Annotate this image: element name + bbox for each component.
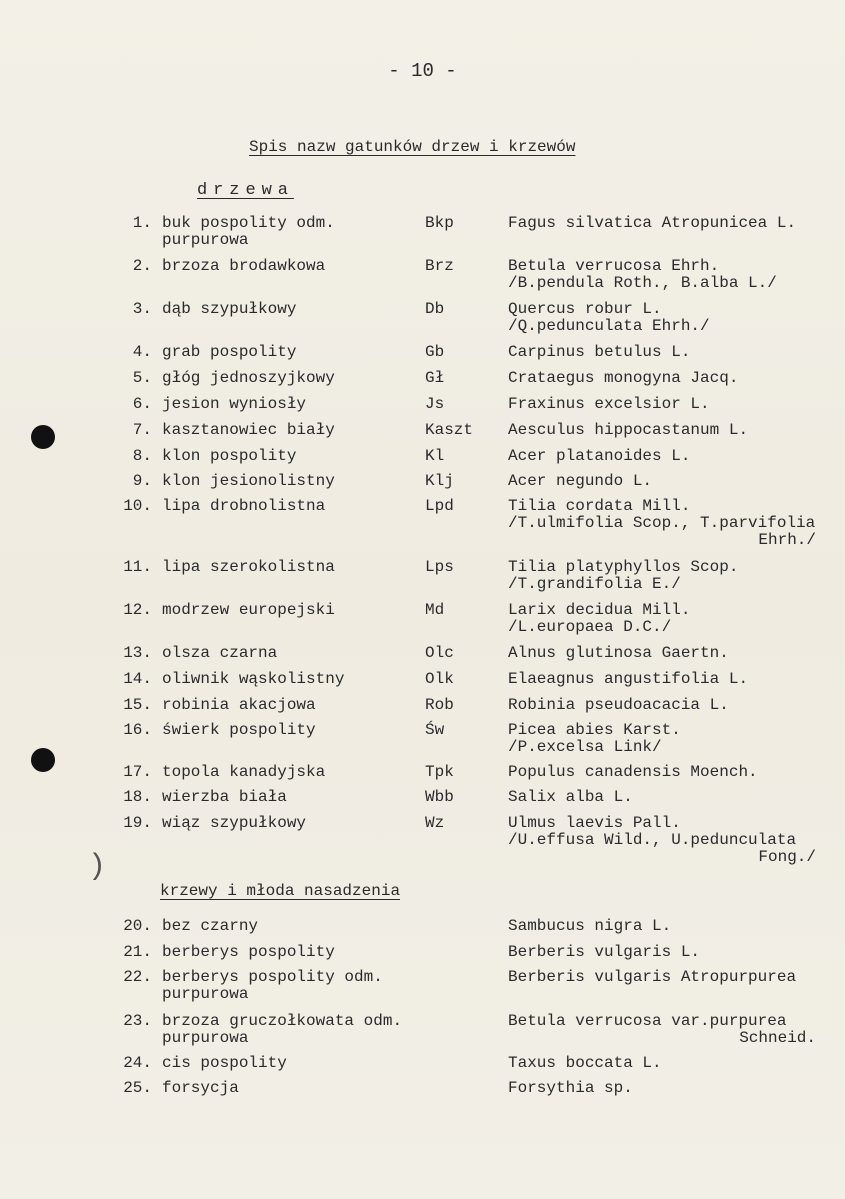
item-number: 5. (132, 369, 152, 387)
item-number: 7. (132, 421, 152, 439)
latin-name (508, 815, 845, 866)
latin-name-line: Berberis vulgaris L. (508, 943, 701, 961)
latin-name (508, 1080, 845, 1097)
latin-name (508, 645, 845, 662)
item-number: 3. (132, 300, 152, 318)
polish-name: berberys pospolity (162, 943, 335, 961)
abbreviation: Kl (425, 447, 445, 465)
latin-name-line: Crataegus monogyna Jacq. (508, 369, 739, 387)
latin-name-line: Larix decidua Mill. (508, 601, 691, 619)
item-number: 17. (123, 763, 152, 781)
latin-name-line: Sambucus nigra L. (508, 917, 672, 935)
latin-name (508, 789, 845, 806)
latin-name-line: Tilia cordata Mill. (508, 497, 691, 515)
polish-name: świerk pospolity (162, 721, 316, 739)
item-number: 14. (123, 670, 152, 688)
polish-name: dąb szypułkowy (162, 300, 297, 318)
latin-name (508, 344, 845, 361)
section-heading-trees: drzewa (197, 181, 294, 200)
latin-name-line: Elaeagnus angustifolia L. (508, 670, 749, 688)
latin-name-line: Alnus glutinosa Gaertn. (508, 644, 729, 662)
latin-name-line: Ulmus laevis Pall. (508, 814, 681, 832)
polish-name: modrzew europejski (162, 601, 335, 619)
punch-hole-bottom (31, 748, 55, 772)
abbreviation: Olc (425, 644, 454, 662)
latin-name-line: Fraxinus excelsior L. (508, 395, 710, 413)
abbreviation: Lpd (425, 497, 454, 515)
item-number: 2. (132, 257, 152, 275)
polish-name: forsycja (162, 1079, 239, 1097)
polish-name: robinia akacjowa (162, 696, 316, 714)
latin-name-author: Schneid. (739, 1029, 816, 1047)
latin-name-line: Acer platanoides L. (508, 447, 691, 465)
abbreviation: Rob (425, 696, 454, 714)
polish-name: bez czarny (162, 917, 259, 935)
latin-name-line: /T.grandifolia E./ (508, 575, 681, 593)
item-number: 6. (132, 395, 152, 413)
polish-name: jesion wyniosły (162, 395, 307, 413)
pencil-bracket-mark: ) (88, 850, 107, 884)
latin-name-line: Salix alba L. (508, 788, 633, 806)
latin-name-line: Berberis vulgaris Atropurpurea (508, 968, 797, 986)
abbreviation: Wbb (425, 788, 454, 806)
polish-name: brzoza brodawkowa (162, 257, 326, 275)
polish-name: brzoza gruczołkowata odm. purpurowa (162, 1012, 403, 1047)
latin-name (508, 602, 845, 636)
latin-name-line: Acer negundo L. (508, 472, 653, 490)
latin-name-line: Betula verrucosa Ehrh. (508, 257, 720, 275)
polish-name: klon pospolity (162, 447, 297, 465)
polish-name: oliwnik wąskolistny (162, 670, 345, 688)
latin-name (508, 422, 845, 439)
abbreviation: Js (425, 395, 445, 413)
latin-name-line: Betula verrucosa var.purpurea (508, 1012, 787, 1030)
latin-name-line: Populus canadensis Moench. (508, 763, 758, 781)
latin-name-line: /P.excelsa Link/ (508, 738, 662, 756)
latin-name (508, 1055, 845, 1072)
item-number: 12. (123, 601, 152, 619)
abbreviation: Kaszt (425, 421, 474, 439)
latin-name (508, 498, 845, 549)
latin-name-line: Carpinus betulus L. (508, 343, 691, 361)
polish-name: głóg jednoszyjkowy (162, 369, 335, 387)
latin-name-author: Ehrh./ (758, 531, 816, 549)
latin-name-line: /U.effusa Wild., U.pedunculata (508, 831, 797, 849)
latin-name (508, 764, 845, 781)
abbreviation: Wz (425, 814, 445, 832)
latin-name (508, 559, 845, 593)
latin-name (508, 1013, 845, 1047)
latin-name (508, 918, 845, 935)
polish-name: berberys pospolity odm. purpurowa (162, 968, 383, 1003)
polish-name: kasztanowiec biały (162, 421, 335, 439)
item-number: 24. (123, 1054, 152, 1072)
latin-name (508, 969, 845, 986)
item-number: 11. (123, 558, 152, 576)
latin-name (508, 215, 845, 232)
page-number: - 10 - (388, 60, 457, 82)
item-number: 19. (123, 814, 152, 832)
item-number: 8. (132, 447, 152, 465)
item-number: 15. (123, 696, 152, 714)
latin-name-line: Taxus boccata L. (508, 1054, 662, 1072)
polish-name: olsza czarna (162, 644, 278, 662)
item-number: 21. (123, 943, 152, 961)
abbreviation: Md (425, 601, 445, 619)
latin-name (508, 258, 845, 292)
latin-name-line: /Q.pedunculata Ehrh./ (508, 317, 710, 335)
latin-name-line: Forsythia sp. (508, 1079, 633, 1097)
item-number: 10. (123, 497, 152, 515)
abbreviation: Brz (425, 257, 454, 275)
polish-name: wierzba biała (162, 788, 287, 806)
polish-name: wiąz szypułkowy (162, 814, 307, 832)
item-number: 13. (123, 644, 152, 662)
latin-name-line: /L.europaea D.C./ (508, 618, 672, 636)
item-number: 1. (132, 214, 152, 232)
polish-name: buk pospolity odm. purpurowa (162, 214, 335, 249)
latin-name-author: Fong./ (758, 848, 816, 866)
item-number: 23. (123, 1012, 152, 1030)
latin-name (508, 944, 845, 961)
abbreviation: Św (425, 721, 445, 739)
latin-name (508, 697, 845, 714)
polish-name: topola kanadyjska (162, 763, 326, 781)
latin-name-line: Robinia pseudoacacia L. (508, 696, 729, 714)
abbreviation: Db (425, 300, 445, 318)
latin-name-line: /T.ulmifolia Scop., T.parvifolia (508, 514, 816, 532)
abbreviation: Klj (425, 472, 454, 490)
latin-name (508, 370, 845, 387)
abbreviation: Gł (425, 369, 445, 387)
polish-name: lipa drobnolistna (162, 497, 326, 515)
abbreviation: Lps (425, 558, 454, 576)
item-number: 18. (123, 788, 152, 806)
polish-name: klon jesionolistny (162, 472, 335, 490)
latin-name-line: Quercus robur L. (508, 300, 662, 318)
abbreviation: Olk (425, 670, 454, 688)
punch-hole-top (31, 425, 55, 449)
latin-name (508, 448, 845, 465)
abbreviation: Tpk (425, 763, 454, 781)
latin-name-line: Picea abies Karst. (508, 721, 681, 739)
section-heading-shrubs: krzewy i młoda nasadzenia (160, 882, 401, 900)
abbreviation: Bkp (425, 214, 454, 232)
latin-name-line: Tilia platyphyllos Scop. (508, 558, 739, 576)
polish-name: lipa szerokolistna (162, 558, 335, 576)
latin-name (508, 722, 845, 756)
item-number: 16. (123, 721, 152, 739)
latin-name-line: Fagus silvatica Atropunicea L. (508, 214, 797, 232)
latin-name-line: /B.pendula Roth., B.alba L./ (508, 274, 777, 292)
page-title: Spis nazw gatunków drzew i krzewów (249, 138, 576, 156)
item-number: 20. (123, 917, 152, 935)
latin-name (508, 671, 845, 688)
latin-name-line: Aesculus hippocastanum L. (508, 421, 749, 439)
item-number: 4. (132, 343, 152, 361)
abbreviation: Gb (425, 343, 445, 361)
item-number: 22. (123, 968, 152, 986)
latin-name (508, 473, 845, 490)
polish-name: cis pospolity (162, 1054, 287, 1072)
latin-name (508, 396, 845, 413)
polish-name: grab pospolity (162, 343, 297, 361)
latin-name (508, 301, 845, 335)
item-number: 9. (132, 472, 152, 490)
item-number: 25. (123, 1079, 152, 1097)
